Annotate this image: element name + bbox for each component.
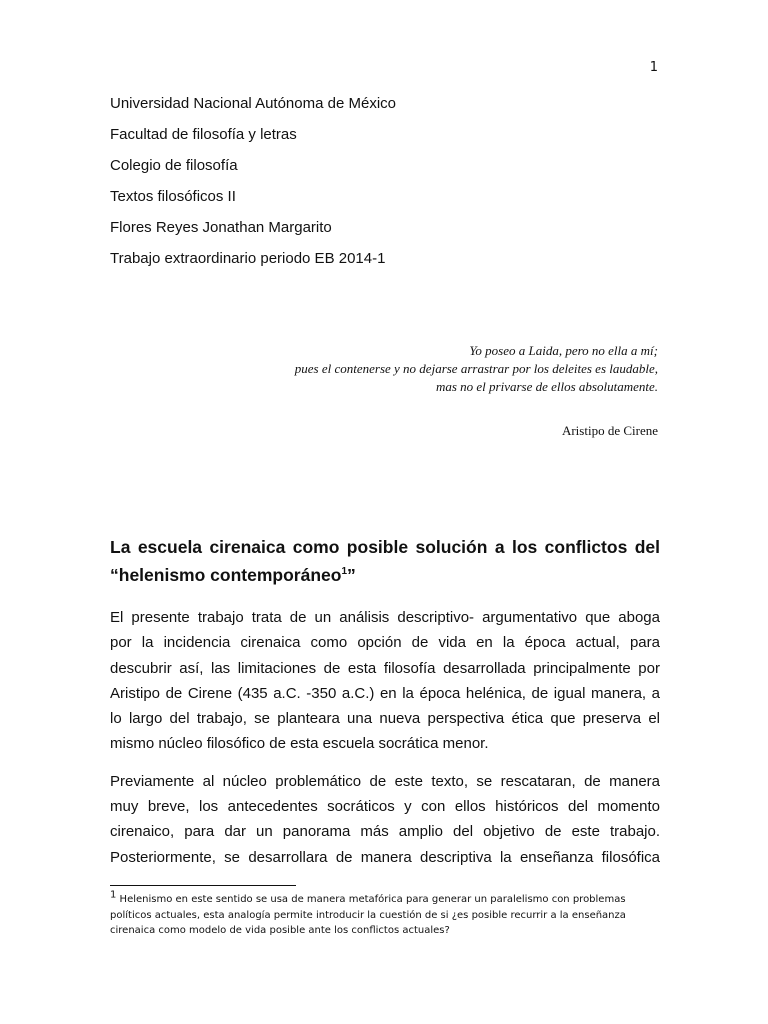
footnote-reference[interactable]: 1 xyxy=(341,566,347,578)
header-author: Flores Reyes Jonathan Margarito xyxy=(110,219,332,236)
document-header xyxy=(110,88,670,274)
body-line: Previamente al núcleo problemático de este texto, se rescataran, de manera xyxy=(110,772,660,790)
header-faculty: Facultad de filosofía y letras xyxy=(110,126,297,143)
header-university: Universidad Nacional Autónoma de México xyxy=(110,95,396,112)
body-line: Posteriormente, se desarrollara de manera descriptiva la enseñanza filosófica xyxy=(110,848,660,866)
footnote-line: cirenaica como modelo de vida posible ante los conflictos actuales? xyxy=(110,925,450,936)
body-line: mismo núcleo filosófico de esta escuela socrática menor. xyxy=(110,735,489,753)
footnote-number: 1 xyxy=(110,889,117,901)
epigraph-line: mas no el privarse de ellos absolutamente. xyxy=(435,379,658,394)
body-line: muy breve, los antecedentes socráticos y con ellos históricos del momento xyxy=(110,798,660,816)
paragraph-2 xyxy=(110,769,660,870)
body-line: cirenaico, para dar un panorama más amplio del objetivo de este trabajo. xyxy=(110,823,660,841)
title-line-2 xyxy=(110,561,660,589)
body-line: lo largo del trabajo, se planteara una nueva perspectiva ética que preserva el xyxy=(110,710,660,728)
footnote-line-text: Helenismo en este sentido se usa de manera metafórica para generar un paralelismo con problemas xyxy=(116,894,626,905)
title-line-2-text: “helenismo contemporáneo xyxy=(110,565,342,585)
epigraph-line: Yo poseo a Laida, pero no ella a mí; xyxy=(469,343,658,358)
title-line-1: La escuela cirenaica como posible solución a los conflictos del xyxy=(110,537,660,557)
paragraph-1 xyxy=(110,605,660,757)
body-line: El presente trabajo trata de un análisis descriptivo- argumentativo que aboga xyxy=(110,609,660,626)
essay-title xyxy=(110,533,660,589)
footnote-separator xyxy=(110,885,296,886)
header-course: Textos filosóficos II xyxy=(110,188,236,205)
body-line: descubrir así, las limitaciones de esta filosofía desarrollada principalmente por xyxy=(110,659,660,677)
page-number: 1 xyxy=(649,60,658,75)
epigraph-quote xyxy=(198,342,658,396)
body-text xyxy=(110,605,660,882)
body-line: Aristipo de Cirene (435 a.C. -350 a.C.) en la época helénica, de igual manera, a xyxy=(110,684,660,702)
footnote-line xyxy=(110,889,660,908)
footnote-line: políticos actuales, esta analogía permite introducir la cuestión de si ¿es posible recurrir a la enseñanza xyxy=(110,909,626,921)
body-line: por la incidencia cirenaica como opción de vida en la época actual, para xyxy=(110,634,660,652)
epigraph-line: pues el contenerse y no dejarse arrastrar por los deleites es laudable, xyxy=(294,361,658,376)
header-college: Colegio de filosofía xyxy=(110,157,238,174)
header-assignment: Trabajo extraordinario periodo EB 2014-1 xyxy=(110,250,386,267)
title-closing-quote: ” xyxy=(347,565,356,585)
epigraph-author: Aristipo de Cirene xyxy=(561,423,658,438)
